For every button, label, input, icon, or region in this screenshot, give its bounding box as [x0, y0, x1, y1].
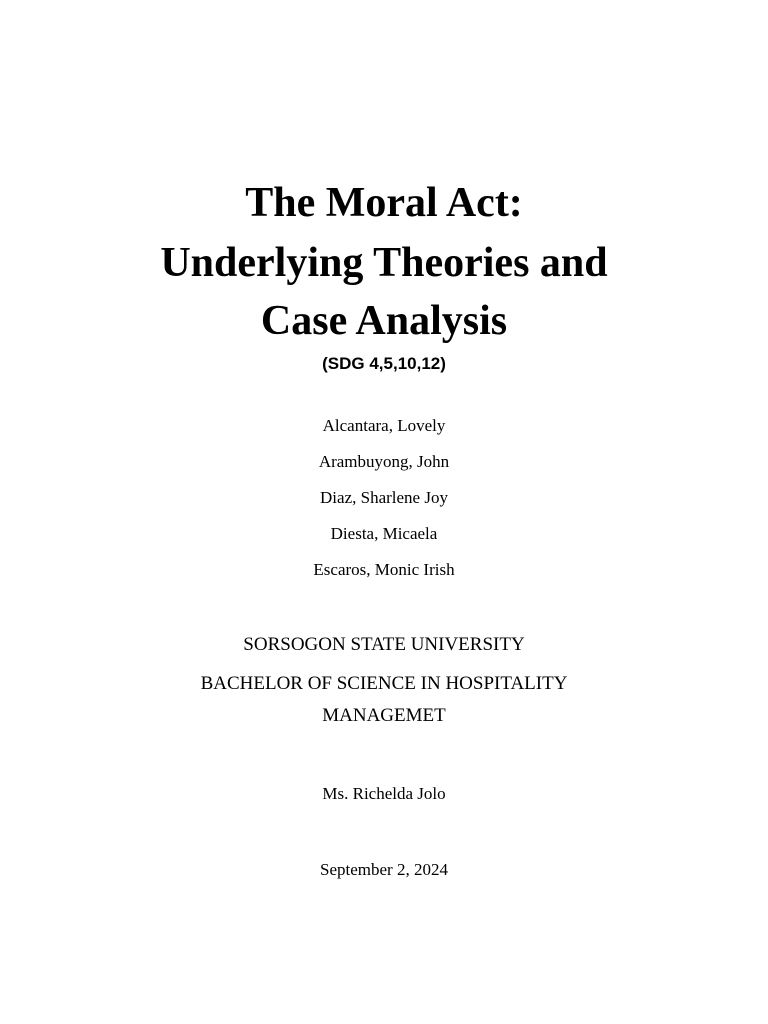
title-line-1: The Moral Act:: [245, 180, 523, 226]
author-2: Arambuyong, John: [318, 452, 450, 471]
author-4: Diesta, Micaela: [330, 524, 438, 543]
program-line-2: MANAGEMET: [322, 705, 446, 726]
author-1: Alcantara, Lovely: [322, 416, 446, 435]
title-line-3: Case Analysis: [260, 298, 508, 344]
submission-date: September 2, 2024: [320, 860, 448, 879]
university-name: SORSOGON STATE UNIVERSITY: [243, 634, 525, 655]
instructor-name: Ms. Richelda Jolo: [322, 784, 446, 803]
title-line-2: Underlying Theories and: [160, 240, 608, 286]
author-5: Escaros, Monic Irish: [313, 560, 455, 579]
program-line-1: BACHELOR OF SCIENCE IN HOSPITALITY: [200, 673, 568, 694]
author-3: Diaz, Sharlene Joy: [320, 488, 448, 507]
sdg-subtitle: (SDG 4,5,10,12): [322, 354, 446, 373]
